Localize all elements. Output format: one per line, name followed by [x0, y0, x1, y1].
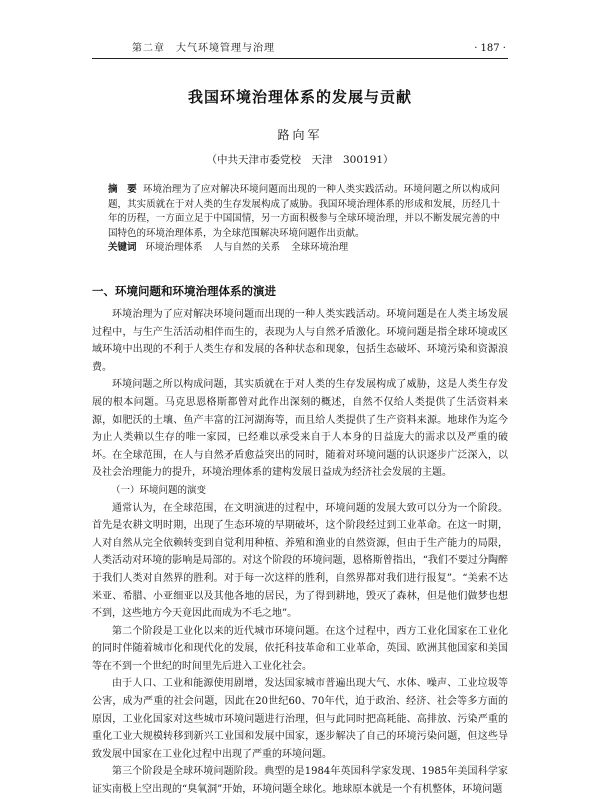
section-heading: 一、环境问题和环境治理体系的演进	[92, 284, 276, 298]
abstract-label: 摘 要	[108, 184, 137, 195]
abstract	[108, 183, 500, 241]
author-name: 路向军	[277, 128, 323, 142]
body-text	[92, 306, 508, 799]
body-paragraph: 第三个阶段是全球环境问题阶段。典型的是1984年英国科学家发现、1985年美国科学家证实南极上空出现的“臭氧洞”开始，环境问题全球化。地球原本就是一个有机整体，环境问题	[92, 766, 508, 796]
body-paragraph: 环境治理为了应对解决环境问题而出现的一种人类实践活动。环境问题是在人类主场发展过程中，与生产生活活动相伴而生的，表现为人与自然矛盾激化。环境问题是指全球环境或区域环境中出现的不利于人类生存和发展的各种状态和现象，包括生态破坏、环境污染和资源浪费。	[92, 309, 508, 373]
keyword-item: 环境治理体系	[145, 242, 203, 253]
body-paragraph: 通常认为，在全球范围，在文明演进的过程中，环境问题的发展大致可以分为一个阶段。首先是农耕文明时期，出现了生态环境的早期破坏，这个阶段经过到工业革命。在这一时期，人对自然从完全依赖转变到自觉利用种植、养殖和渔业的自然资源，但由于生产能力的局限，人类活动对环境的影响是局部的。对这个阶段的环境问题，恩格斯曾指出，“我们不要过分陶醉于我们人类对自然界的胜利。对于每一次这样的胜利，自然界都对我们进行报复”。“美索不达米亚、希腊、小亚细亚以及其他各地的居民，为了得到耕地，毁灭了森林，但是他们做梦也想不到，这些地方今天竟因此而成为不毛之地”。	[92, 502, 508, 620]
keyword-item: 全球环境治理	[291, 242, 349, 253]
abstract-text: 环境治理为了应对解决环境问题而出现的一种人类实践活动。环境问题之所以构成问题，其实质就在于对人类的生存发展构成了威胁。我国环境治理体系的形成和发展，历经几十年的历程，一方面立足于中国国情，另一方面积极参与全球环境治理，并以不断发展完善的中国特色的环境治理体系，为全球范围解决环境问题作出贡献。	[108, 184, 500, 239]
body-paragraph: 环境问题之所以构成问题，其实质就在于对人类的生存发展构成了威胁，这是人类生存发展的根本问题。马克思恩格斯都曾对此作出深刻的概述，自然不仅给人类提供了生活资料来源，如肥沃的土壤、鱼产丰富的江河湖海等，而且给人类提供了生产资料来源。地球作为迄今为止人类赖以生存的唯一家园，已经难以承受来自于人本身的日益庞大的需求以及严重的破坏。在全球范围，在人与自然矛盾愈益突出的同时，随着对环境问题的认识逐步广泛深入，以及社会治理能力的提升，环境治理体系的建构发展日益成为经济社会发展的主题。	[92, 379, 508, 479]
keywords-label: 关键词	[108, 242, 137, 253]
running-head-chapter: 第二章 大气环境管理与治理	[132, 43, 275, 54]
keyword-item: 人与自然的关系	[213, 242, 281, 253]
author-affiliation: （中共天津市委党校 天津 300191）	[206, 154, 394, 166]
subsection-heading: （一）环境问题的演变	[111, 484, 207, 496]
body-paragraph: 第二个阶段是工业化以来的近代城市环境问题。在这个过程中，西方工业化国家在工业化的同时伴随着城市化和现代化的发展，依托科技革命和工业革命，英国、欧洲其他国家和美国等在不到一个世纪的时间里先后进入工业化社会。	[92, 625, 508, 672]
article-title: 我国环境治理体系的发展与贡献	[187, 88, 412, 106]
body-paragraph: 由于人口、工业和能源使用剧增，发达国家城市普遍出现大气、水体、噪声、工业垃圾等公害，成为严重的社会问题，因此在20世纪60、70年代，迫于政治、经济、社会等多方面的原因，工业化国家对这些城市环境问题进行治理，但与此同时把高耗能、高排放、污染严重的重化工业大规模转移到新兴工业国和发展中国家，逐步解决了自己的环境污染问题，但这些导致发展中国家在工业化过程中出现了严重的环境问题。	[92, 678, 508, 760]
page-number: · 187 ·	[474, 43, 506, 54]
keywords	[108, 241, 500, 255]
running-head	[92, 40, 508, 59]
